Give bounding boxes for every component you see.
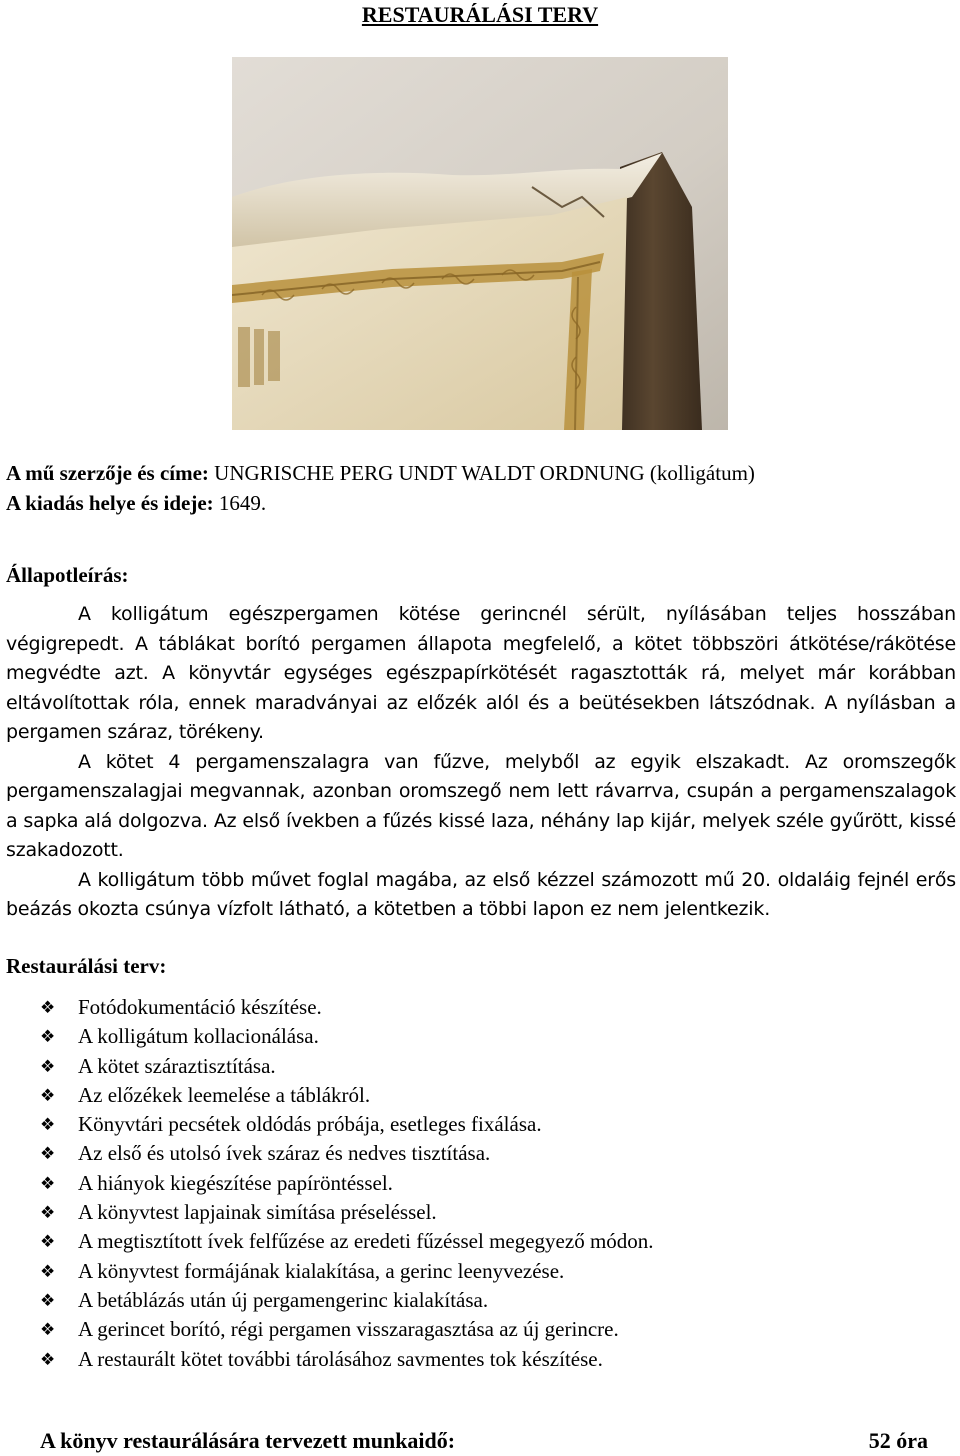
diamond-bullet-icon: ❖ bbox=[40, 1320, 56, 1340]
diamond-bullet-icon: ❖ bbox=[40, 1085, 56, 1105]
plan-heading: Restaurálási terv: bbox=[6, 954, 167, 978]
work-time-row bbox=[40, 1428, 928, 1454]
list-item: ❖ A kolligátum kollacionálása. bbox=[40, 1022, 654, 1051]
diamond-bullet-icon: ❖ bbox=[40, 1056, 56, 1076]
publication-label: A kiadás helye és ideje: bbox=[6, 491, 214, 515]
work-time-label: A könyv restaurálására tervezett munkaidő: bbox=[40, 1428, 456, 1453]
diamond-bullet-icon: ❖ bbox=[40, 1261, 56, 1281]
condition-paragraph: A kolligátum több művet foglal magába, az első kézzel számozott mű 20. oldaláig fejnél erős beázás okozta csúnya vízfolt látható, a kötetben a többi lapon ez nem jelentkezik. bbox=[6, 868, 956, 920]
diamond-bullet-icon: ❖ bbox=[40, 1349, 56, 1369]
list-item: ❖ Könyvtári pecsétek oldódás próbája, esetleges fixálása. bbox=[40, 1110, 654, 1139]
diamond-bullet-icon: ❖ bbox=[40, 1203, 56, 1223]
list-item: ❖ Fotódokumentáció készítése. bbox=[40, 993, 654, 1022]
diamond-bullet-icon: ❖ bbox=[40, 1290, 56, 1310]
diamond-bullet-icon: ❖ bbox=[40, 1027, 56, 1047]
list-item: ❖ A restaurált kötet további tárolásához savmentes tok készítése. bbox=[40, 1345, 654, 1374]
plan-list bbox=[40, 993, 654, 1374]
diamond-bullet-icon: ❖ bbox=[40, 1173, 56, 1193]
author-title-label: A mű szerzője és címe: bbox=[6, 461, 209, 485]
diamond-bullet-icon: ❖ bbox=[40, 998, 56, 1017]
diamond-bullet-icon: ❖ bbox=[40, 1115, 56, 1135]
list-item: ❖ A gerincet borító, régi pergamen visszaragasztása az új gerincre. bbox=[40, 1315, 654, 1344]
list-item: ❖ A betáblázás után új pergamengerinc kialakítása. bbox=[40, 1286, 654, 1315]
author-title-row bbox=[6, 458, 755, 488]
list-item: ❖ Az első és utolsó ívek száraz és nedves tisztítása. bbox=[40, 1139, 654, 1168]
list-item: ❖ A kötet száraztisztítása. bbox=[40, 1052, 654, 1081]
work-time-value: 52 óra bbox=[868, 1428, 928, 1453]
author-title-value: UNGRISCHE PERG UNDT WALDT ORDNUNG (kolligátum) bbox=[214, 461, 755, 485]
diamond-bullet-icon: ❖ bbox=[40, 1232, 56, 1252]
list-item: ❖ A megtisztított ívek felfűzése az eredeti fűzéssel megegyező módon. bbox=[40, 1227, 654, 1256]
publication-row bbox=[6, 488, 755, 518]
book-photo bbox=[232, 57, 728, 430]
list-item: ❖ A könyvtest lapjainak simítása préseléssel. bbox=[40, 1198, 654, 1227]
condition-heading: Állapotleírás: bbox=[6, 563, 129, 587]
list-item: ❖ A hiányok kiegészítése papíröntéssel. bbox=[40, 1169, 654, 1198]
publication-value: 1649. bbox=[218, 491, 267, 515]
book-metadata bbox=[6, 458, 755, 518]
condition-paragraph: A kötet 4 pergamenszalagra van fűzve, melyből az egyik elszakadt. Az oromszegők pergamenszalagjai megvannak, azonban oromszegő nem lett rávarrva, csupán a pergamenszalagok a sapka alá dolgozva. Az első ívekben a fűzés kissé laza, néhány lap kijár, melyek széle gyűrött, kissé szakadozott. bbox=[6, 750, 956, 861]
condition-paragraph: A kolligátum egészpergamen kötése gerincnél sérült, nyílásában teljes hosszában végigrepedt. A táblákat borító pergamen állapota megfelelő, a kötet többszöri átkötése/rákötése megvédte azt. A könyvtár egységes egészpapírkötését ragasztották rá, melyet már korábban eltávolítottak róla, ennek maradványai az előzék alól és a beütésekben látszódnak. A nyílásban a pergamen száraz, törékeny. bbox=[6, 603, 956, 743]
list-item: ❖ A könyvtest formájának kialakítása, a gerinc leenyvezése. bbox=[40, 1257, 654, 1286]
condition-description bbox=[6, 600, 956, 925]
list-item: ❖ Az előzékek leemelése a táblákról. bbox=[40, 1081, 654, 1110]
page-title: RESTAURÁLÁSI TERV bbox=[361, 2, 599, 27]
diamond-bullet-icon: ❖ bbox=[40, 1144, 56, 1164]
